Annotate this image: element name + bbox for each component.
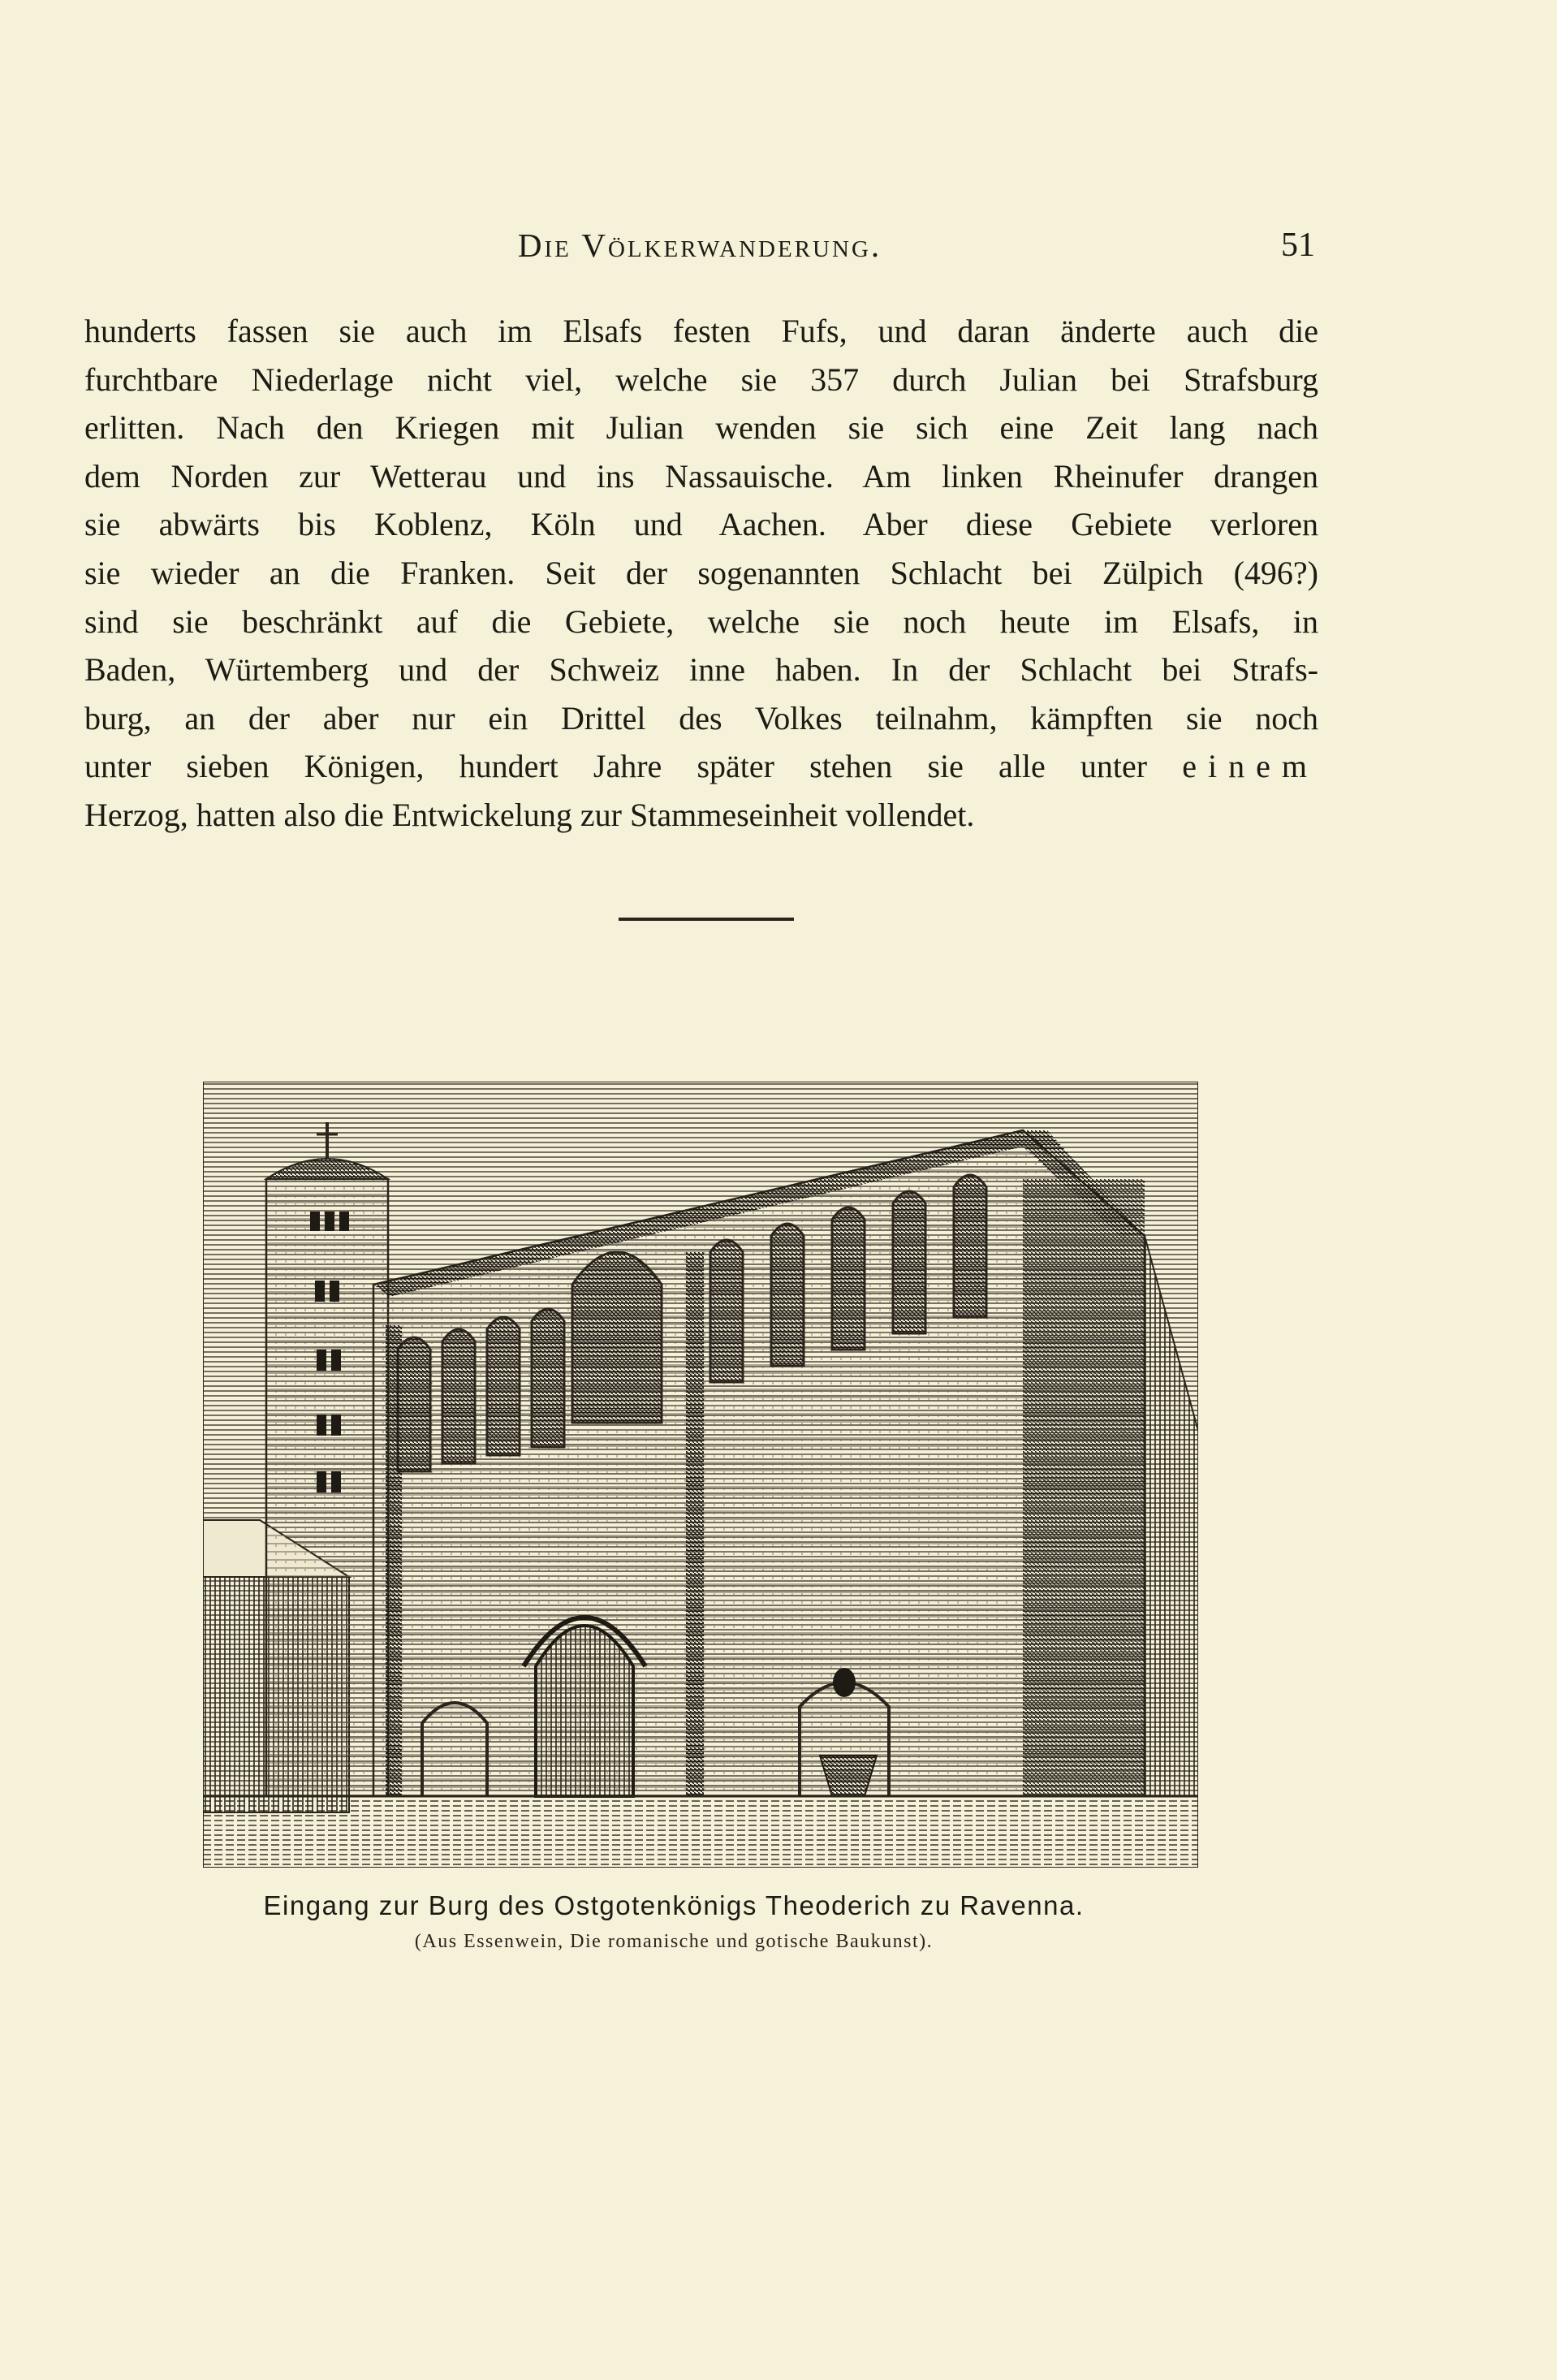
body-paragraph — [84, 307, 1318, 840]
text-line: hunderts fassen sie auch im Elsafs festen Fufs, und daran änderte auch die — [84, 313, 1318, 349]
round-tower — [266, 1179, 388, 1796]
running-head — [0, 226, 1557, 274]
text-line: Herzog, hatten also die Entwickelung zur Stammeseinheit vollendet. — [84, 796, 975, 833]
section-divider — [619, 918, 794, 921]
text-line: erlitten. Nach den Kriegen mit Julian wenden sie sich eine Zeit lang nach — [84, 409, 1318, 447]
text-line: sind sie beschränkt auf die Gebiete, welche sie noch heute im Elsafs, in — [84, 603, 1318, 640]
line-text: unter sieben Königen, hundert Jahre später stehen sie alle unter — [84, 748, 1148, 785]
text-line: dem Norden zur Wetterau und ins Nassauische. Am linken Rheinufer drangen — [84, 457, 1318, 495]
text-line: Baden, Würtemberg und der Schweiz inne haben. In der Schlacht bei Strafs- — [84, 651, 1318, 689]
text-line: sie abwärts bis Koblenz, Köln und Aachen. Aber diese Gebiete verloren — [84, 506, 1318, 543]
text-line — [84, 742, 1318, 791]
engraving-illustration — [203, 1082, 1198, 1868]
figure-source: (Aus Essenwein, Die romanische und gotische Baukunst). — [414, 1931, 934, 1952]
text-line: furchtbare Niederlage nicht viel, welche sie 357 durch Julian bei Strafsburg — [84, 361, 1318, 398]
ground-hatching — [203, 1796, 1198, 1868]
page-number: 51 — [1281, 227, 1315, 264]
side-pillar — [1023, 1179, 1145, 1796]
text-line: burg, an der aber nur ein Drittel des Volkes teilnahm, kämpften sie noch — [84, 699, 1318, 736]
dark-pilaster — [686, 1252, 704, 1796]
figure-caption: Eingang zur Burg des Ostgotenkönigs Theoderich zu Ravenna. — [263, 1890, 1085, 1920]
main-doorway — [536, 1626, 633, 1796]
dark-pilaster — [386, 1325, 402, 1796]
spaced-word: einem — [1182, 748, 1319, 785]
text-line: sie wieder an die Franken. Seit der sogenannten Schlacht bei Zülpich (496?) — [84, 554, 1318, 591]
running-title: Die Völkerwanderung. — [517, 227, 882, 264]
